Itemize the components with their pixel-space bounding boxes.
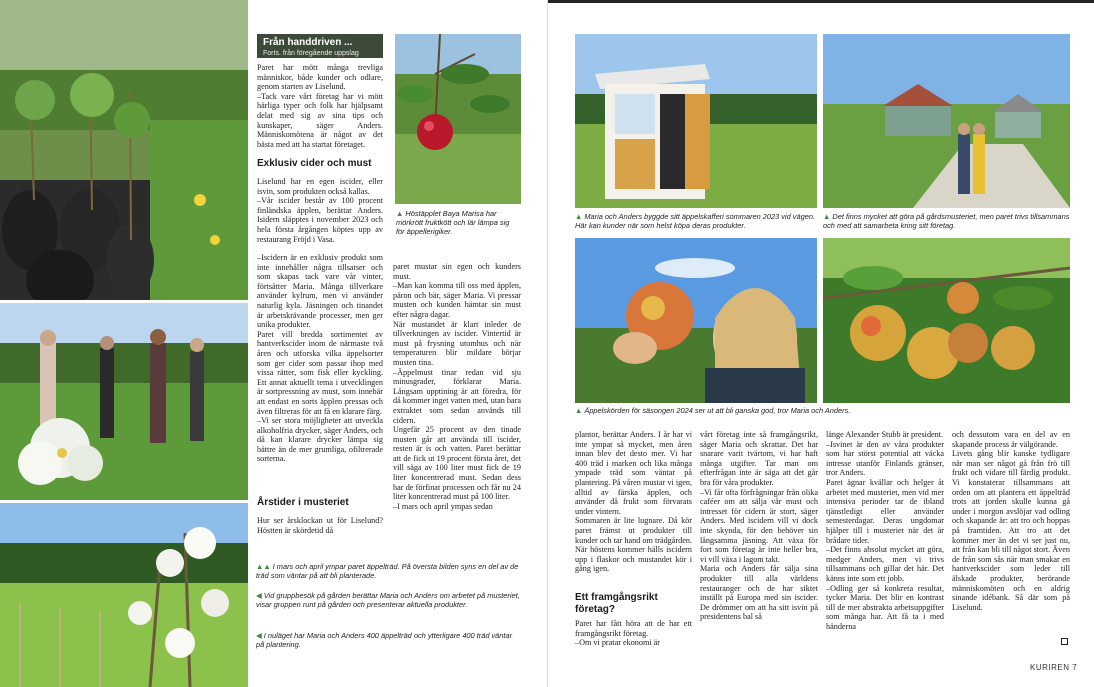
end-mark-icon (1061, 638, 1068, 645)
caption-group (256, 591, 522, 609)
page-spine (547, 0, 548, 687)
season-paragraph: Hur ser årsklockan ut för Liselund? Höstten är skördetid då (257, 516, 383, 535)
apple-branch-image (823, 238, 1070, 403)
photo-group-visit (0, 303, 248, 500)
caption-marker-icon: ▲ (396, 209, 404, 218)
caption-marker-icon: ◀ (256, 591, 262, 600)
group-visit-image (0, 303, 248, 500)
top-rule (548, 0, 1094, 3)
potted-trees-image (0, 0, 248, 300)
caption-grafting-text: I mars och april ympar paret äppelträd. På översta bilden syns en del av de träd som väntar på att bli planterade. (256, 562, 519, 580)
photo-apple-branch (823, 238, 1070, 403)
kiosk-image (575, 34, 817, 208)
photo-apple-baya-marisa (395, 34, 521, 204)
photo-potted-trees (0, 0, 248, 300)
cider-paragraph-2: –Iscidern är en exklusiv produkt som inte innehåller några tillsatser och som skapas tack vare vår vinter, förtsätter Maria. Många tillverkare använder kylrum, men vi använder naturlig kyla. Jäsningen och tinandet är arbetskrävande processer, men ger unika produkter. Paret vill bredda sortimentet av hantverkscider inom de närmaste två åren och utforska vilka äppelsorter som ger cider som passar ihop med vissa rätter, som fisk eller kyckling. Ett annat aktuellt tema i utvecklingen är sortpressning av must, som innebär att endast en sorts äpplen pressas och även filtreras för att få en klarare färg. –Vi ser stora möjligheter att utveckla alkoholfria drycker, säger Anders, och då kan klarare drycker lämpa sig bättre än de mer grumliga, ofiltrerade sorterna. (257, 253, 383, 464)
page-footer: KURIREN 7 (1030, 663, 1078, 672)
caption-grafting (256, 562, 522, 580)
right-column-2: vårt företag inte så framgångsrikt, säger Maria och skrattar. Det har snarare varit tvärtom, vi har haft många utgifter. Tar man om efterfrågan inte är säga att det går bra för våra produkter. –Vi får ofta förfrågningar från olika caféer om att sälja vår must och intresset för cidern är stort, säger Anders. Med iscidern vill vi dock inte skynda, för den behöver sin långsamma jäsning. Att växa för fort som företag är inte heller bra, vi vill växa i lagom takt. Maria och Anders får sälja sina produkter till alla världens restauranger och de har siktet inställt på Europa med sin iscider. De drömmer om att ha sitt isvin på presidentens bal så (700, 430, 818, 622)
caption-kiosk-text: Maria och Anders byggde sitt äppelskafferi sommaren 2023 vid vägen. Här kan kunder när som helst köpa deras produkter. (575, 212, 815, 230)
farmhouse-image (823, 34, 1070, 208)
caption-count-text: I nuläget har Maria och Anders 400 äppelträd och ytterligare 400 träd väntar på plantering. (256, 631, 513, 649)
caption-apple (396, 209, 520, 236)
heading-cider: Exklusiv cider och must (257, 158, 372, 169)
maria-apple-image (575, 238, 817, 403)
right-column-3: länge Alexander Stubb är president. –Isvinet är den av våra produkter som har störst potential att väcka intresse utanför Finlands gränser, tror Anders. Paret ägnar kvällar och helger åt arbetet med musteriet, men vid mer intensiva perioder tar de ibland tjänstledigt eller använder semesterdagar. Deras ungdomar hjälper till i musteriet när det är brådare tider. –Det finns absolut mycket att göra, medger Anders, men vi trivs tillsammans och gillar det här. Det känns inte som ett jobb. –Odling ger så konkreta resultat, tycker Maria. Det blir en kontrast till de mer abstrakta arbetsuppgifter som många har. Att få ta i med händerna (826, 430, 944, 631)
heading-seasons: Årstider i musteriet (257, 497, 349, 508)
photo-blossom-orchard (0, 503, 248, 687)
right-column-4: och dessutom vara en del av en skapande process är välgörande. Livets gång blir kanske tydligare när man ser något gå från frö till frukt och vidare till färdig produkt. Vi konstaterar tillsammans att orden om att plantera ett äppelträd trots att jorden skulle kunna gå under i morgon avslöjar vad odling och skapande är: att tro och hoppas på framtiden. Att tro att det kommer mer än det vi ser just nu, att från kan bli till något stort. Även de från som sås när man smakar en hantverkscider som leder till älskade produkter, berörande människomöten och en aldrig sinande idébank. Så där som på Liselund. (952, 430, 1070, 612)
caption-marker-icon: ▲ (575, 406, 583, 415)
middle-column-text: paret mustar sin egen och kunders must. –Man kan komma till oss med äpplen, päron och bär, säger Maria. Vi pressar musten och kunden hämtar sin must efter några dagar. När mustandet är klart inleder de tillverkningen av iscider. Vintertid är must på frysning utomhus och när temperaturen blir mildare börjar musten tina. –Äppelmust tinar redan vid sju minusgrader, förklarar Maria. Långsam upptining är att föredra, för då kommer inget vatten med, utan bara extraktet som sedan används till cidern. Ungefär 25 procent av den tinade musten går att använda till iscider, resten är is och vatten. Paret berättar att de fick ut 19 procent första året, det vill säga av 100 liter must fick de 19 liter koncentrerad must. Sedan dess har de förfinat processen och får nu 24 liter koncentrerad must på 100 liter. –I mars och april ympas sedan (393, 262, 521, 511)
tag-title: Från handdriven ... (263, 37, 353, 48)
caption-harvest-text: Äppelskörden för säsongen 2024 ser ut att bli ganska god, tror Maria och Anders. (584, 406, 851, 415)
caption-farm-text: Det finns mycket att göra på gårdsmusteriet, men paret trivs tillsammans och med att samarbeta kring sitt företag. (823, 212, 1070, 230)
caption-marker-icon: ▲ (823, 212, 831, 221)
heading-success: Ett framgångsrikt företag? (575, 592, 658, 615)
caption-kiosk (575, 212, 817, 230)
caption-marker-icon: ▲▲ (256, 562, 271, 571)
caption-farm (823, 212, 1070, 230)
right-column-1: plantor, berättar Anders. I år har vi inte ympat så mycket, men åren innan blev det desto mer. Vi har 400 träd i marken och lika många ympade träd som väntar på plantering. På våren mustar vi igen, alltid av färska äpplen, och använder då frukt som förvarats under vintern. Sommaren är lite lugnare. Då kör paret främst ut produkter till kunder och tar hand om trädgården. När höstens kommer hälls iscidern upp i flaskor och mustandet kör i gång igen. (575, 430, 692, 574)
caption-harvest (575, 406, 1070, 415)
caption-marker-icon: ▲ (575, 212, 583, 221)
blossom-orchard-image (0, 503, 248, 687)
caption-marker-icon: ◀ (256, 631, 262, 640)
caption-apple-text: Höstäpplet Baya Marisa har mörkrött fruktkött och lär lämpa sig för äppellerigiker. (396, 209, 510, 236)
apple-image (395, 34, 521, 204)
tag-subtitle: Forts. från föregående uppslag (263, 50, 359, 57)
intro-paragraph: Paret har mött många trevliga människor, både kunder och odlare, genom starten av Liselund. –Tack vare vårt företag har vi mött härliga typer och folk har hjälpsamt delat med sig av sina tips och kunskaper, säger Anders. Människomötena är något av det bästa med att ha startat företaget. (257, 63, 383, 149)
caption-group-text: Vid gruppbesök på gården berättar Maria och Anders om arbetet på musteriet, visar gruppen runt på gården och presenterar aktuella produkter. (256, 591, 520, 609)
photo-farmhouse (823, 34, 1070, 208)
photo-apple-kiosk (575, 34, 817, 208)
continuation-tag (257, 34, 383, 58)
cider-paragraph-1: Liselund har en egen iscider, eller isvin, som produkten också kallas. –Vår iscider består av 100 procent finländska äpplen, berättar Anders. Isidern släpptes i november 2023 och hela första årgången köptes upp av restaurang Fröjd i Vasa. (257, 177, 383, 244)
caption-count (256, 631, 522, 649)
photo-maria-apple (575, 238, 817, 403)
right-column-1b: Paret har fått höra att de har ett framgångsrikt företag. –Om vi pratar ekonomi är (575, 619, 692, 648)
